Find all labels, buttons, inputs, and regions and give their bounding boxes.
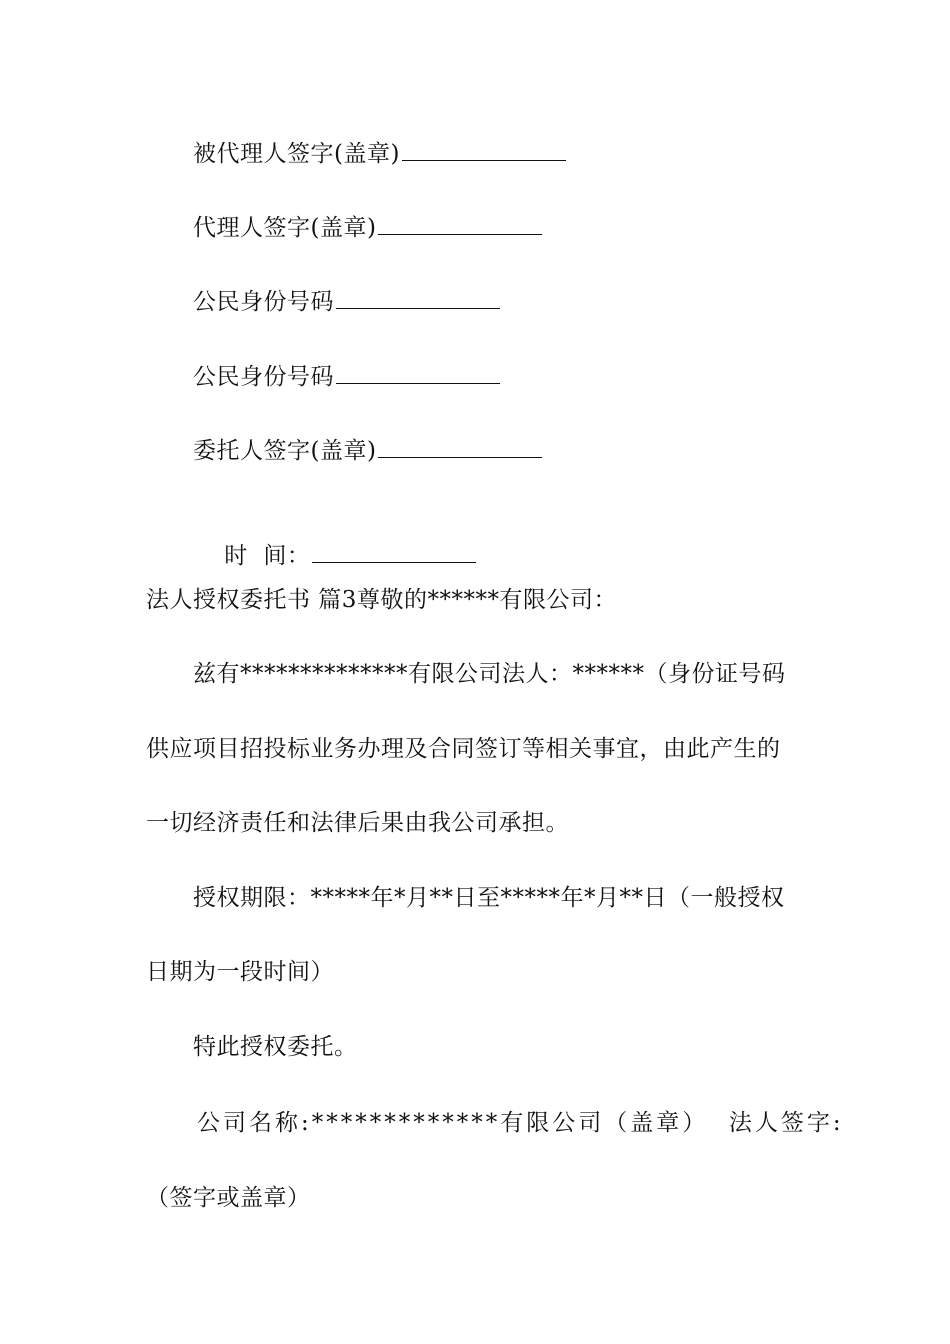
agent-signature-field xyxy=(193,212,542,243)
client-signature-field xyxy=(193,435,542,466)
id-number-field-2 xyxy=(193,361,500,392)
paragraph-2-line-1: 授权期限：*****年*月**日至*****年*月**日（一般授权 xyxy=(193,885,785,911)
paragraph-2-line-2: 日期为一段时间） xyxy=(146,959,334,985)
principal-signature-blank xyxy=(402,138,566,161)
sign-note: （签字或盖章） xyxy=(146,1185,311,1211)
paragraph-1-line-3: 一切经济责任和法律后果由我公司承担。 xyxy=(146,810,569,836)
id-number-blank-1 xyxy=(336,286,500,309)
date-label: 时 间： xyxy=(224,543,311,569)
principal-signature-label: 被代理人签字(盖章) xyxy=(193,141,400,167)
id-number-label-1: 公民身份号码 xyxy=(193,289,334,315)
paragraph-1-line-2: 供应项目招投标业务办理及合同签订等相关事宜，由此产生的 xyxy=(146,736,781,762)
id-number-blank-2 xyxy=(336,361,500,384)
paragraph-3: 特此授权委托。 xyxy=(193,1034,358,1060)
client-signature-label: 委托人签字(盖章) xyxy=(193,438,377,464)
paragraph-1-line-1: 兹有**************有限公司法人：******（身份证号码 xyxy=(193,661,786,687)
agent-signature-label: 代理人签字(盖章) xyxy=(193,215,377,241)
client-signature-blank xyxy=(378,435,542,458)
id-number-label-2: 公民身份号码 xyxy=(193,364,334,390)
company-name-line: 公司名称:*************有限公司（盖章） 法人签字: xyxy=(197,1110,844,1136)
section-heading: 法人授权委托书 篇3尊敬的******有限公司： xyxy=(146,587,617,613)
date-blank xyxy=(312,540,476,563)
agent-signature-blank xyxy=(378,212,542,235)
id-number-field-1 xyxy=(193,286,500,317)
principal-signature-field xyxy=(193,138,566,169)
